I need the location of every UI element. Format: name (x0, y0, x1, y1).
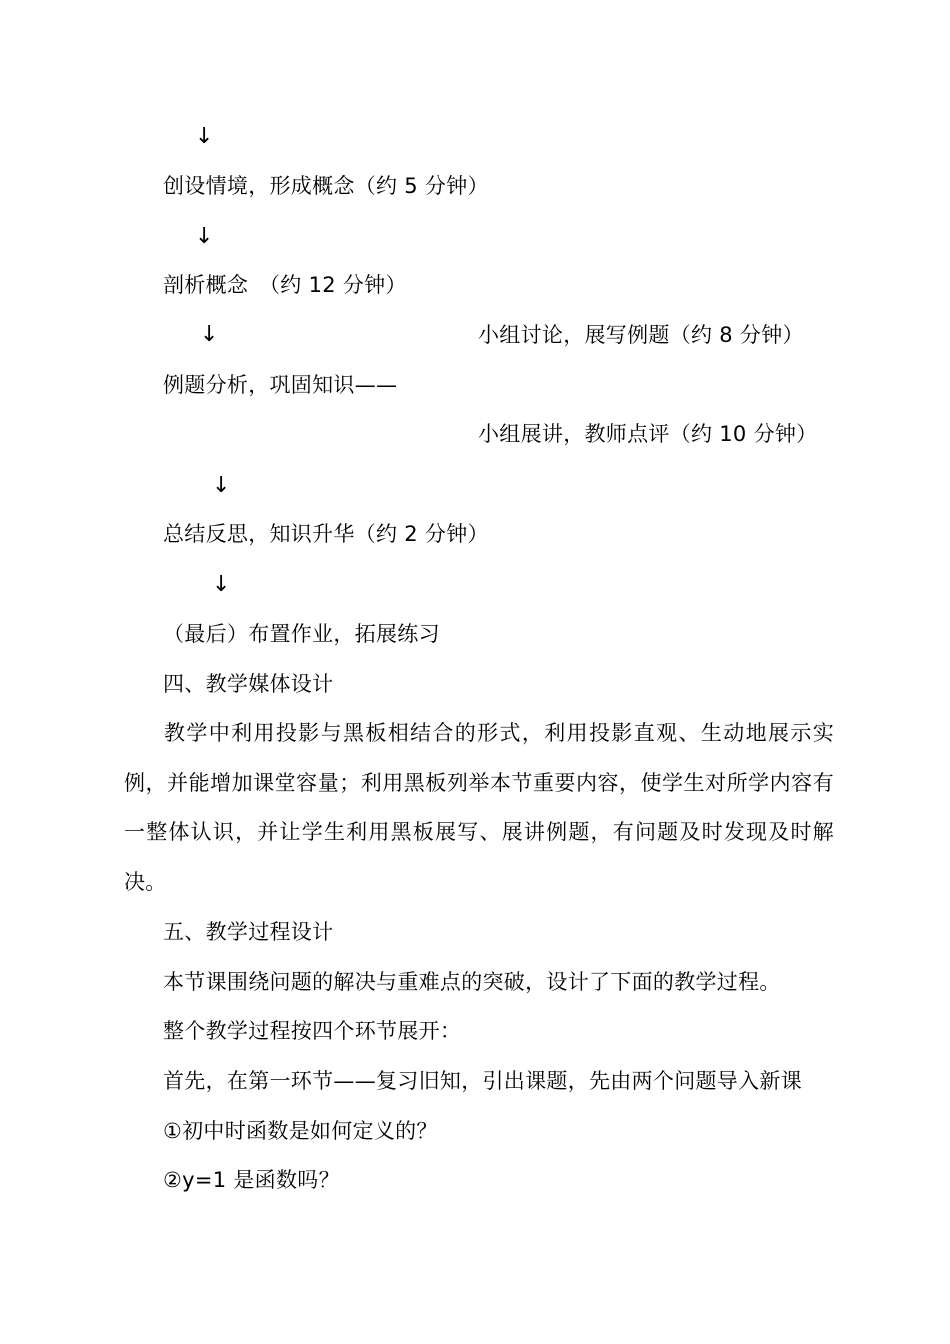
flow-arrow-down: ↓ (195, 124, 214, 149)
question-one: ①初中时函数是如何定义的？ (163, 1119, 438, 1143)
flow-arrow-down: ↓ (212, 473, 231, 498)
flow-step-summary: 总结反思，知识升华（约 2 分钟） (163, 522, 489, 546)
flow-arrow-down: ↓ (195, 224, 214, 249)
process-intro-line: 本节课围绕问题的解决与重难点的突破，设计了下面的教学过程。 (163, 970, 781, 994)
section-heading-process-design: 五、教学过程设计 (163, 920, 334, 944)
flow-branch-group-presentation: 小组展讲，教师点评（约 10 分钟） (478, 422, 818, 446)
flow-step-create-situation: 创设情境，形成概念（约 5 分钟） (163, 174, 489, 198)
question-two: ②y=1 是函数吗？ (163, 1168, 340, 1192)
flow-step-example-analysis: 例题分析，巩固知识—— (163, 373, 398, 397)
flow-branch-group-discussion: 小组讨论，展写例题（约 8 分钟） (478, 323, 804, 347)
flow-arrow-down: ↓ (212, 572, 231, 597)
flow-arrow-down: ↓ (200, 322, 219, 347)
flow-step-analyze-concept: 剖析概念 （约 12 分钟） (163, 273, 407, 297)
flow-step-homework: （最后）布置作业，拓展练习 (163, 622, 440, 646)
process-first-step-line: 首先，在第一环节——复习旧知，引出课题，先由两个问题导入新课 (163, 1069, 802, 1093)
process-structure-line: 整个教学过程按四个环节展开： (163, 1019, 462, 1043)
media-design-paragraph: 教学中利用投影与黑板相结合的形式，利用投影直观、生动地展示实例，并能增加课堂容量；利用黑板列举本节重要内容，使学生对所学内容有一整体认识，并让学生利用黑板展写、展讲例题，有问题及时发现及时解决。 (124, 721, 834, 894)
section-heading-media-design: 四、教学媒体设计 (163, 672, 334, 696)
